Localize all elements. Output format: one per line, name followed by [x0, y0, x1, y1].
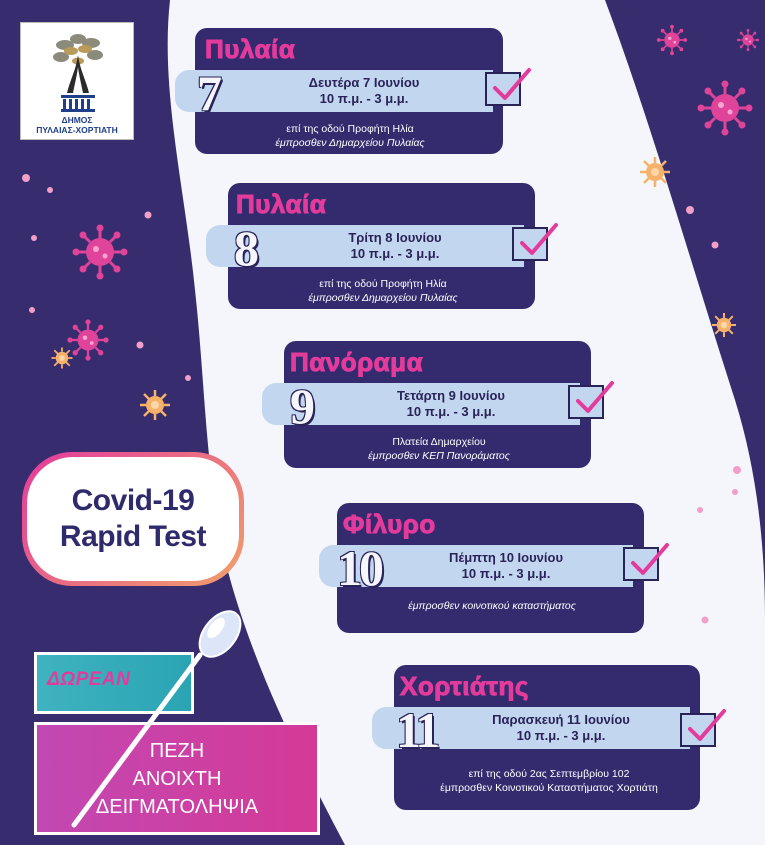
checkbox-check-icon [572, 379, 616, 415]
schedule-card-2 [228, 183, 535, 309]
schedule-card-4 [337, 503, 644, 633]
card-day: Δευτέρα 7 Ιουνίου [308, 75, 420, 90]
card-time: 10 π.μ. - 3 μ.μ. [350, 246, 440, 261]
logo-name-line1: ΔΗΜΟΣ [61, 115, 93, 125]
card-location-line1: επί της οδού 2ας Σεπτεμβρίου 102 [468, 768, 630, 780]
covid-title-badge [22, 452, 244, 586]
card-location [304, 435, 574, 463]
card-day: Τετάρτη 9 Ιουνίου [397, 388, 505, 403]
card-checkbox [568, 385, 604, 419]
card-location-line2: έμπροσθεν Δημαρχείου Πυλαίας [275, 137, 425, 149]
card-place: Πυλαία [205, 34, 296, 64]
card-checkbox [623, 547, 659, 581]
card-time: 10 π.μ. - 3 μ.μ. [406, 404, 496, 419]
card-place: Πυλαία [236, 189, 327, 219]
card-time: 10 π.μ. - 3 μ.μ. [516, 728, 606, 743]
card-day-number: 11 [396, 702, 438, 758]
card-location-line2: έμπροσθεν κοινοτικού καταστήματος [408, 600, 576, 612]
walkin-line2: ΑΝΟΙΧΤΗ [132, 768, 222, 790]
card-location-line1: επί της οδού Προφήτη Ηλία [286, 123, 414, 135]
checkbox-check-icon [489, 66, 533, 102]
logo-name-line2: ΠΥΛΑΙΑΣ-ΧΟΡΤΙΑΤΗ [36, 125, 118, 135]
card-place: Χορτιάτης [400, 671, 529, 701]
card-location [404, 767, 694, 795]
card-location [215, 122, 485, 150]
walkin-line3: ΔΕΙΓΜΑΤΟΛΗΨΙΑ [95, 796, 259, 818]
card-location-line1: επί της οδού Προφήτη Ηλία [319, 278, 447, 290]
card-checkbox [680, 713, 716, 747]
card-checkbox [512, 227, 548, 261]
card-location [248, 277, 518, 305]
card-time: 10 π.μ. - 3 μ.μ. [319, 91, 409, 106]
checkbox-check-icon [516, 221, 560, 257]
walkin-line1: ΠΕΖΗ [149, 740, 205, 762]
schedule-card-1 [195, 28, 503, 154]
card-location-line2: έμπροσθεν Δημαρχείου Πυλαίας [308, 292, 458, 304]
covid-title-line2: Rapid Test [59, 520, 207, 553]
card-checkbox [485, 72, 521, 106]
card-location-line2: έμπροσθεν ΚΕΠ Πανοράματος [368, 450, 510, 462]
card-day-number: 10 [337, 540, 381, 596]
free-label: ΔΩΡΕΑΝ [47, 669, 131, 690]
card-location-line1: Πλατεία Δημαρχείου [392, 436, 486, 448]
checkbox-check-icon [684, 707, 728, 743]
card-location [357, 599, 627, 613]
covid-title-line1: Covid-19 [71, 484, 195, 517]
schedule-card-3 [284, 341, 591, 468]
card-day-number: 7 [197, 65, 222, 121]
card-time: 10 π.μ. - 3 μ.μ. [461, 566, 551, 581]
card-day-number: 9 [290, 378, 315, 434]
card-day-number: 8 [234, 220, 259, 276]
card-day: Παρασκευή 11 Ιουνίου [492, 712, 630, 727]
municipality-logo-icon [21, 25, 135, 117]
card-location-line2: έμπροσθεν Κοινοτικού Καταστήματος Χορτιάτη [440, 782, 658, 794]
checkbox-check-icon [627, 541, 671, 577]
card-day: Πέμπτη 10 Ιουνίου [448, 550, 564, 565]
schedule-card-5 [394, 665, 700, 810]
card-place: Φίλυρο [343, 509, 436, 539]
card-day: Τρίτη 8 Ιουνίου [348, 230, 442, 245]
swab-icon [60, 600, 280, 830]
card-date-strip [175, 70, 493, 112]
card-place: Πανόραμα [290, 347, 424, 377]
municipality-logo [20, 22, 134, 140]
